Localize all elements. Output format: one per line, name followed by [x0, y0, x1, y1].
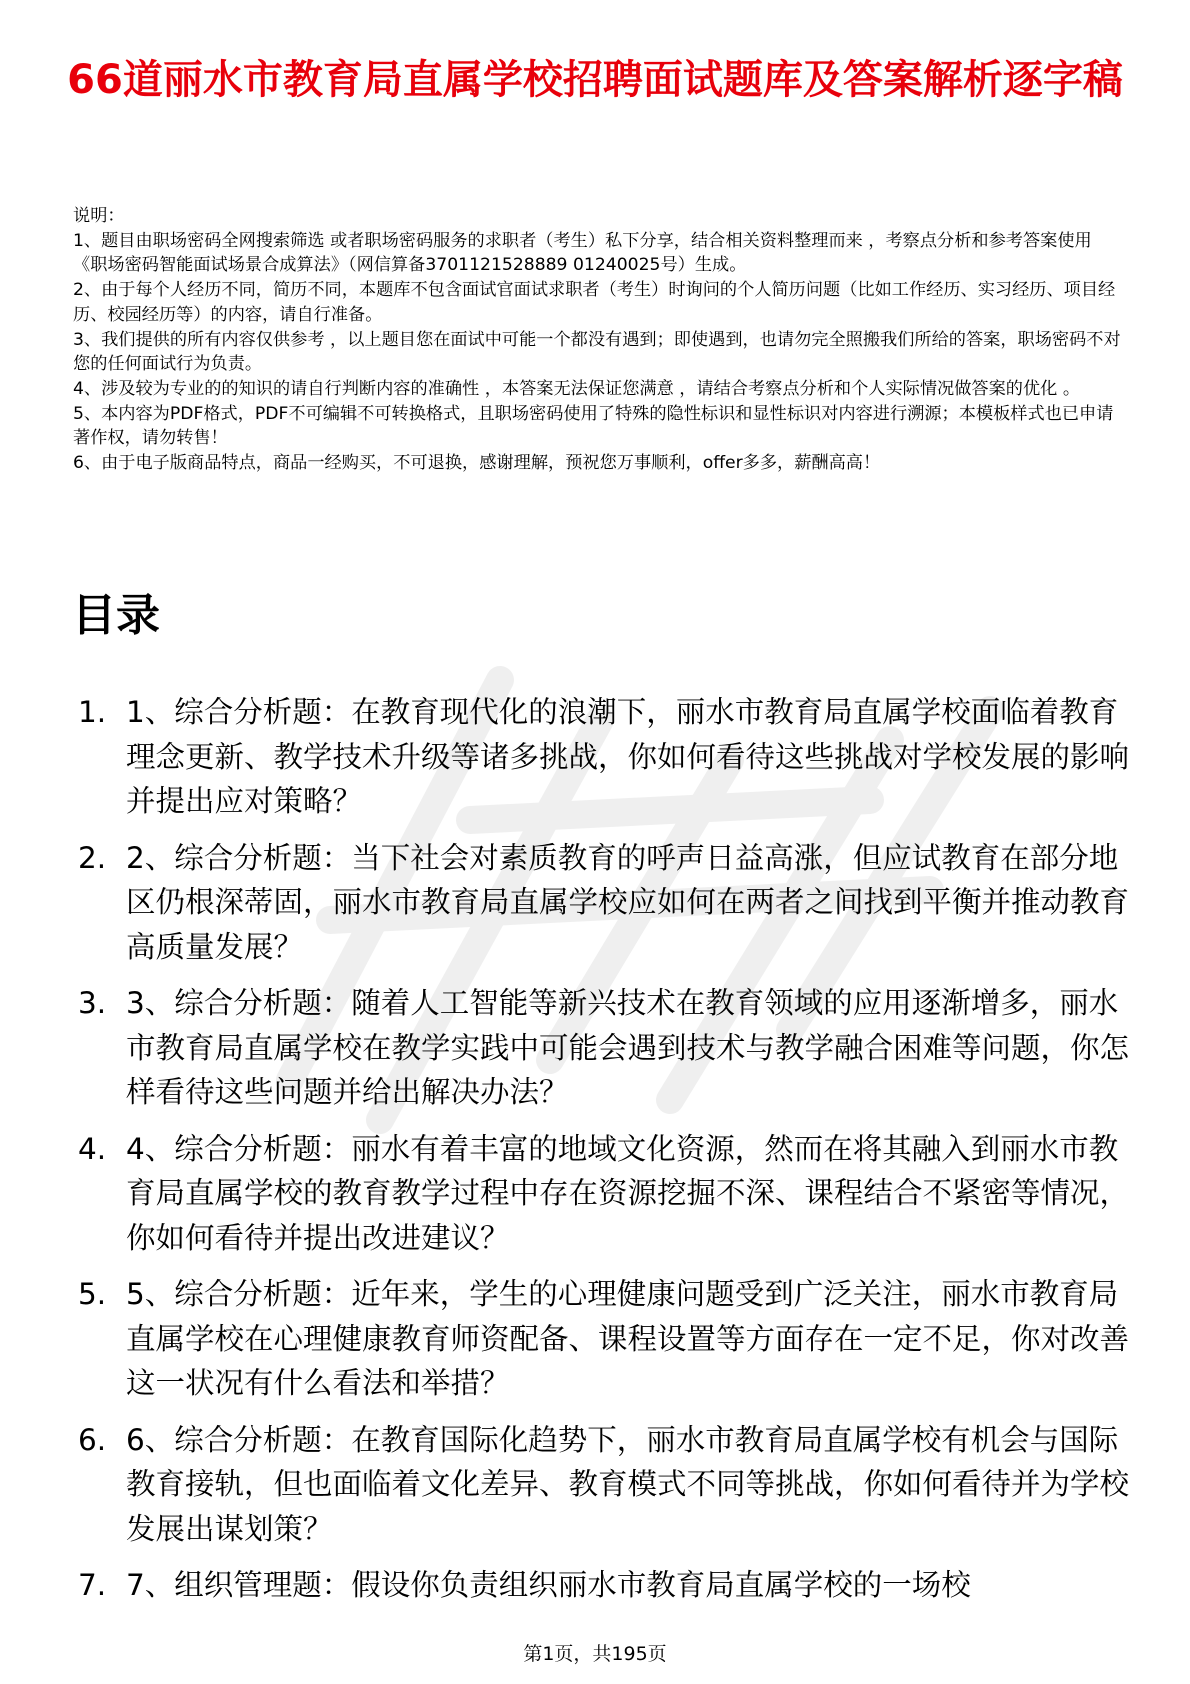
toc-item-text[interactable]: 6、综合分析题：在教育国际化趋势下，丽水市教育局直属学校有机会与国际教育接轨，但也面临着文化差异、教育模式不同等挑战，你如何看待并为学校发展出谋划策？ — [126, 1422, 1130, 1546]
toc-item-text[interactable]: 1、综合分析题：在教育现代化的浪潮下，丽水市教育局直属学校面临着教育理念更新、教学技术升级等诸多挑战，你如何看待这些挑战对学校发展的影响并提出应对策略？ — [126, 695, 1130, 818]
toc-item-number: 1. — [78, 695, 107, 729]
page-footer: 第1页，共195页 — [523, 1643, 667, 1665]
toc-item-text[interactable]: 7、组织管理题：假设你负责组织丽水市教育局直属学校的一场校 — [126, 1568, 971, 1602]
toc-item-number: 5. — [78, 1277, 107, 1311]
toc-item[interactable] — [0, 1563, 1131, 1608]
toc-heading: 目录 — [72, 590, 160, 641]
toc-item[interactable] — [0, 836, 1131, 970]
notes-item: 4、涉及较为专业的的知识的请自行判断内容的准确性 ，本答案无法保证您满意 ，请结合考察点分析和个人实际情况做答案的优化 。 — [73, 378, 1081, 399]
toc-item-text[interactable]: 4、综合分析题：丽水有着丰富的地域文化资源，然而在将其融入到丽水市教育局直属学校的教育教学过程中存在资源挖掘不深、课程结合不紧密等情况，你如何看待并提出改进建议？ — [126, 1131, 1130, 1255]
toc-list — [0, 690, 1190, 1620]
toc-item-number: 7. — [78, 1568, 107, 1602]
notes-item: 1、题目由职场密码全网搜索筛选 或者职场密码服务的求职者（考生）私下分享，结合相关资料整理而来 ，考察点分析和参考答案使用《职场密码智能面试场景合成算法》（网信算备3701121528889 01240025号）生成。 — [73, 230, 1092, 276]
toc-item-number: 2. — [78, 840, 107, 875]
notes-item: 6、由于电子版商品特点，商品一经购买，不可退换，感谢理解，预祝您万事顺利，offer多多，薪酬高高！ — [73, 453, 881, 474]
toc-item-number: 3. — [78, 986, 107, 1020]
toc-item[interactable] — [0, 1418, 1131, 1552]
toc-item-text[interactable]: 5、综合分析题：近年来，学生的心理健康问题受到广泛关注，丽水市教育局直属学校在心理健康教育师资配备、课程设置等方面存在一定不足，你对改善这一状况有什么看法和举措？ — [126, 1277, 1130, 1400]
toc-item-text[interactable]: 3、综合分析题：随着人工智能等新兴技术在教育领域的应用逐渐增多，丽水市教育局直属学校在教学实践中可能会遇到技术与教学融合困难等问题，你怎样看待这些问题并给出解决办法？ — [126, 986, 1130, 1109]
toc-item[interactable] — [0, 1127, 1131, 1261]
toc-item-number: 4. — [78, 1131, 107, 1166]
notes-item: 5、本内容为PDF格式，PDF不可编辑不可转换格式，且职场密码使用了特殊的隐性标识和显性标识对内容进行溯源；本模板样式也已申请著作权，请勿转售！ — [73, 403, 1114, 449]
toc-item-text[interactable]: 2、综合分析题：当下社会对素质教育的呼声日益高涨，但应试教育在部分地区仍根深蒂固，丽水市教育局直属学校应如何在两者之间找到平衡并推动教育高质量发展？ — [126, 840, 1130, 964]
toc-item[interactable] — [0, 690, 1131, 824]
notes-item: 2、由于每个人经历不同，简历不同，本题库不包含面试官面试求职者（考生）时询问的个人简历问题（比如工作经历、实习经历、项目经历、校园经历等）的内容，请自行准备。 — [73, 280, 1116, 325]
toc-item[interactable] — [0, 981, 1131, 1115]
toc-item-number: 6. — [78, 1422, 107, 1457]
notes-item: 3、我们提供的所有内容仅供参考 ，以上题目您在面试中可能一个都没有遇到；即使遇到，也请勿完全照搬我们所给的答案，职场密码不对您的任何面试行为负责。 — [73, 329, 1121, 375]
notes-heading: 说明： — [73, 206, 125, 226]
notes-section — [73, 204, 1123, 476]
toc-item[interactable] — [0, 1272, 1131, 1406]
document-title: 66道丽水市教育局直属学校招聘面试题库及答案解析逐字稿 — [67, 57, 1123, 103]
